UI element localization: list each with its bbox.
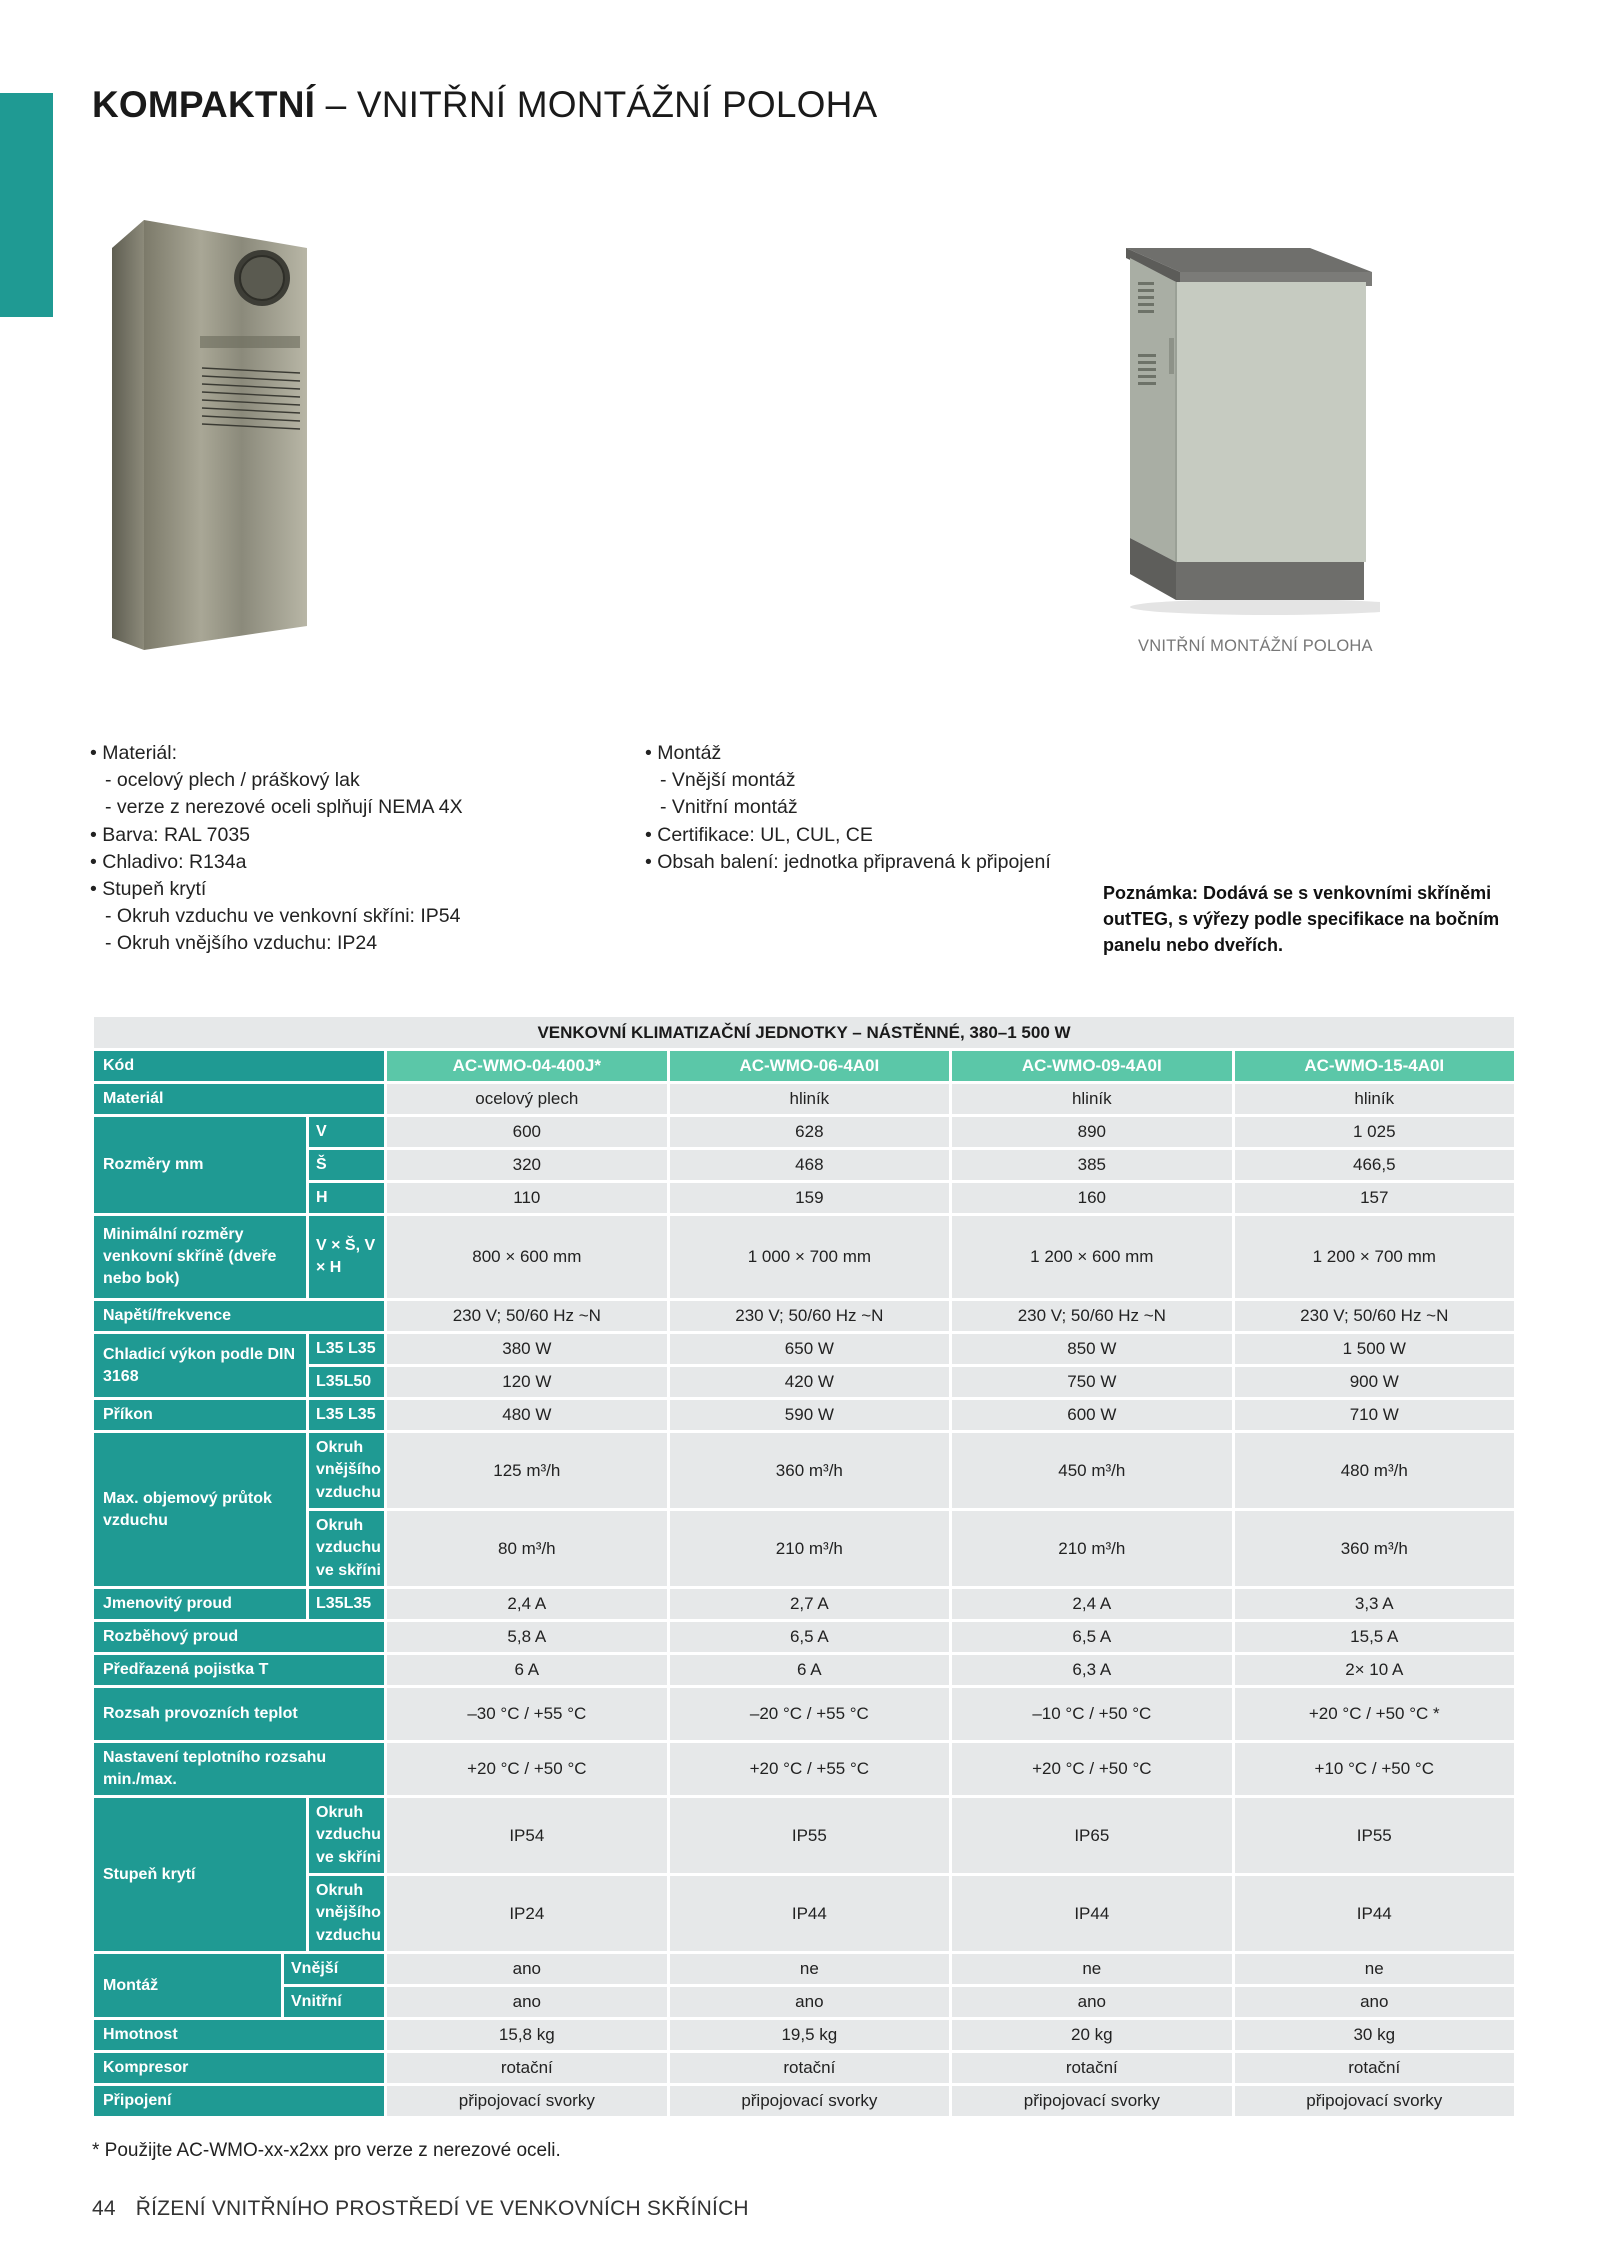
table-cell: IP65 (952, 1798, 1231, 1873)
table-cell: 230 V; 50/60 Hz ~N (952, 1301, 1231, 1331)
table-cell: 1 200 × 600 mm (952, 1216, 1231, 1298)
table-cell: IP55 (1235, 1798, 1514, 1873)
row-label-fuse: Předřazená pojistka T (94, 1655, 384, 1685)
table-cell: 19,5 kg (670, 2020, 949, 2050)
table-cell: IP44 (670, 1876, 949, 1951)
row-label-connection: Připojení (94, 2086, 384, 2116)
table-cell: 160 (952, 1183, 1231, 1213)
table-cell: připojovací svorky (952, 2086, 1231, 2116)
spec-item: - Vnitřní montáž (660, 796, 798, 819)
table-cell: 15,5 A (1235, 1622, 1514, 1652)
table-cell: –30 °C / +55 °C (387, 1688, 667, 1740)
footnote: * Použijte AC-WMO-xx-x2xx pro verze z nerezové oceli. (92, 2140, 561, 2161)
table-cell: 159 (670, 1183, 949, 1213)
table-cell: 900 W (1235, 1367, 1514, 1397)
table-cell: ne (1235, 1954, 1514, 1984)
table-cell: hliník (1235, 1084, 1514, 1114)
model-header: AC-WMO-15-4A0I (1235, 1051, 1514, 1081)
spec-item: - ocelový plech / práškový lak (105, 769, 360, 792)
row-label-code: Kód (94, 1051, 384, 1081)
table-cell: 890 (952, 1117, 1231, 1147)
specs-right-list (645, 740, 1051, 876)
table-cell: 650 W (670, 1334, 949, 1364)
spec-item: - Okruh vnějšího vzduchu: IP24 (105, 932, 378, 955)
model-header: AC-WMO-09-4A0I (952, 1051, 1231, 1081)
table-cell: 157 (1235, 1183, 1514, 1213)
table-cell: 6 A (387, 1655, 667, 1685)
table-cell: 125 m³/h (387, 1433, 667, 1508)
table-cell: 850 W (952, 1334, 1231, 1364)
table-cell: ano (1235, 1987, 1514, 2017)
table-cell: ano (387, 1954, 667, 1984)
sub-label-ext-air: Okruh vnějšího vzduchu (309, 1433, 384, 1508)
table-cell: 710 W (1235, 1400, 1514, 1430)
cooling-unit-image (112, 218, 312, 650)
chapter-tab (0, 93, 53, 317)
page-number: 44 (92, 2197, 116, 2220)
table-cell: 590 W (670, 1400, 949, 1430)
table-cell: 6,3 A (952, 1655, 1231, 1685)
row-label-rated-current: Jmenovitý proud (94, 1589, 306, 1619)
table-cell: 210 m³/h (670, 1511, 949, 1586)
table-cell: 600 (387, 1117, 667, 1147)
row-label-cooling-capacity: Chladicí výkon podle DIN 3168 (94, 1334, 306, 1397)
table-cell: 1 000 × 700 mm (670, 1216, 949, 1298)
table-cell: 15,8 kg (387, 2020, 667, 2050)
table-cell: 800 × 600 mm (387, 1216, 667, 1298)
row-label-temperature-setting: Nastavení teplotního rozsahu min./max. (94, 1743, 384, 1795)
title-bold: KOMPAKTNÍ (92, 84, 316, 125)
table-cell: hliník (952, 1084, 1231, 1114)
table-cell: 110 (387, 1183, 667, 1213)
table-cell: 230 V; 50/60 Hz ~N (1235, 1301, 1514, 1331)
row-label-compressor: Kompresor (94, 2053, 384, 2083)
sub-label-l35l50: L35L50 (309, 1367, 384, 1397)
row-label-operating-range: Rozsah provozních teplot (94, 1688, 384, 1740)
table-cell: rotační (670, 2053, 949, 2083)
table-cell: 230 V; 50/60 Hz ~N (670, 1301, 949, 1331)
spec-item: • Barva: RAL 7035 (90, 823, 251, 846)
table-cell: hliník (670, 1084, 949, 1114)
sub-label-v: V (309, 1117, 384, 1147)
table-cell: připojovací svorky (387, 2086, 667, 2116)
table-cell: 120 W (387, 1367, 667, 1397)
table-cell: +10 °C / +50 °C (1235, 1743, 1514, 1795)
table-cell: 2,7 A (670, 1589, 949, 1619)
row-label-startup-current: Rozběhový proud (94, 1622, 384, 1652)
table-cell: –10 °C / +50 °C (952, 1688, 1231, 1740)
table-cell: ocelový plech (387, 1084, 667, 1114)
row-label-power: Příkon (94, 1400, 306, 1430)
spec-item: • Certifikace: UL, CUL, CE (645, 823, 873, 846)
table-cell: 3,3 A (1235, 1589, 1514, 1619)
section-title: ŘÍZENÍ VNITŘNÍHO PROSTŘEDÍ VE VENKOVNÍCH SKŘÍNÍCH (135, 2197, 749, 2220)
table-cell: 210 m³/h (952, 1511, 1231, 1586)
table-cell: 6,5 A (670, 1622, 949, 1652)
spec-table (91, 1014, 1517, 2119)
sub-label-ext-air: Okruh vnějšího vzduchu (309, 1876, 384, 1951)
table-cell: +20 °C / +55 °C (670, 1743, 949, 1795)
row-label-protection: Stupeň krytí (94, 1798, 306, 1951)
table-cell: ne (952, 1954, 1231, 1984)
model-header: AC-WMO-04-400J* (387, 1051, 667, 1081)
table-cell: –20 °C / +55 °C (670, 1688, 949, 1740)
table-cell: IP54 (387, 1798, 667, 1873)
table-cell: 600 W (952, 1400, 1231, 1430)
table-cell: 1 500 W (1235, 1334, 1514, 1364)
table-cell: 420 W (670, 1367, 949, 1397)
table-cell: 628 (670, 1117, 949, 1147)
specs-left-list (90, 740, 463, 958)
table-cell: 320 (387, 1150, 667, 1180)
table-cell: +20 °C / +50 °C (387, 1743, 667, 1795)
title-rest: – VNITŘNÍ MONTÁŽNÍ POLOHA (315, 84, 878, 125)
table-cell: IP24 (387, 1876, 667, 1951)
table-cell: 2,4 A (387, 1589, 667, 1619)
sub-label-s: Š (309, 1150, 384, 1180)
table-cell: 450 m³/h (952, 1433, 1231, 1508)
table-cell: 30 kg (1235, 2020, 1514, 2050)
table-cell: +20 °C / +50 °C (952, 1743, 1231, 1795)
sub-label-int-air: Okruh vzduchu ve skříni (309, 1511, 384, 1586)
table-cell: 750 W (952, 1367, 1231, 1397)
sub-label-l35l35: L35 L35 (309, 1400, 384, 1430)
sub-label-int-air: Okruh vzduchu ve skříni (309, 1798, 384, 1873)
table-cell: připojovací svorky (670, 2086, 949, 2116)
sub-label-l35l35: L35L35 (309, 1589, 384, 1619)
image-caption: VNITŘNÍ MONTÁŽNÍ POLOHA (1138, 637, 1373, 655)
table-cell: 480 m³/h (1235, 1433, 1514, 1508)
page-footer (92, 2197, 749, 2221)
table-cell: rotační (387, 2053, 667, 2083)
table-cell: 380 W (387, 1334, 667, 1364)
row-label-voltage: Napětí/frekvence (94, 1301, 384, 1331)
spec-item: • Materiál: (90, 742, 178, 764)
table-cell: ne (670, 1954, 949, 1984)
table-cell: 360 m³/h (1235, 1511, 1514, 1586)
spec-item: • Chladivo: R134a (90, 850, 247, 873)
table-cell: ano (387, 1987, 667, 2017)
sub-label-l35l35: L35 L35 (309, 1334, 384, 1364)
table-cell: 480 W (387, 1400, 667, 1430)
table-cell: rotační (952, 2053, 1231, 2083)
sub-label-internal: Vnitřní (284, 1987, 384, 2017)
table-cell: 6,5 A (952, 1622, 1231, 1652)
table-cell: 6 A (670, 1655, 949, 1685)
table-cell: 80 m³/h (387, 1511, 667, 1586)
table-cell: 360 m³/h (670, 1433, 949, 1508)
model-header: AC-WMO-06-4A0I (670, 1051, 949, 1081)
spec-item: - Vnější montáž (660, 769, 796, 792)
table-cell: 1 200 × 700 mm (1235, 1216, 1514, 1298)
spec-item: - Okruh vzduchu ve venkovní skříni: IP54 (105, 905, 461, 928)
spec-item: • Stupeň krytí (90, 878, 207, 901)
table-cell: 385 (952, 1150, 1231, 1180)
table-cell: 466,5 (1235, 1150, 1514, 1180)
table-cell: ano (670, 1987, 949, 2017)
table-cell: 2× 10 A (1235, 1655, 1514, 1685)
table-cell: 2,4 A (952, 1589, 1231, 1619)
table-cell: 20 kg (952, 2020, 1231, 2050)
table-caption: VENKOVNÍ KLIMATIZAČNÍ JEDNOTKY – NÁSTĚNNÉ, 380–1 500 W (94, 1017, 1514, 1048)
table-cell: 230 V; 50/60 Hz ~N (387, 1301, 667, 1331)
row-label-material: Materiál (94, 1084, 384, 1114)
outdoor-cabinet-image (1110, 222, 1380, 617)
table-cell: 5,8 A (387, 1622, 667, 1652)
row-label-weight: Hmotnost (94, 2020, 384, 2050)
page-title (92, 84, 877, 126)
sub-label-h: H (309, 1183, 384, 1213)
sub-label-external: Vnější (284, 1954, 384, 1984)
table-cell: ano (952, 1987, 1231, 2017)
row-label-dimensions: Rozměry mm (94, 1117, 306, 1213)
spec-item: • Obsah balení: jednotka připravená k připojení (645, 850, 1051, 873)
table-cell: rotační (1235, 2053, 1514, 2083)
table-cell: IP44 (1235, 1876, 1514, 1951)
sub-label-vs-vh: V × Š, V × H (309, 1216, 384, 1298)
note-text: Poznámka: Dodává se s venkovními skříněmi outTEG, s výřezy podle specifikace na bočním panelu nebo dveřích. (1103, 883, 1500, 955)
row-label-airflow: Max. objemový průtok vzduchu (94, 1433, 306, 1586)
row-label-min-dimensions: Minimální rozměry venkovní skříně (dveře nebo bok) (94, 1216, 306, 1298)
spec-item: • Montáž (645, 742, 722, 764)
table-cell: IP55 (670, 1798, 949, 1873)
spec-item: - verze z nerezové oceli splňují NEMA 4X (105, 796, 463, 819)
table-cell: IP44 (952, 1876, 1231, 1951)
row-label-mounting: Montáž (94, 1954, 281, 2017)
table-cell: 468 (670, 1150, 949, 1180)
table-cell: připojovací svorky (1235, 2086, 1514, 2116)
table-cell: 1 025 (1235, 1117, 1514, 1147)
table-cell: +20 °C / +50 °C * (1235, 1688, 1514, 1740)
